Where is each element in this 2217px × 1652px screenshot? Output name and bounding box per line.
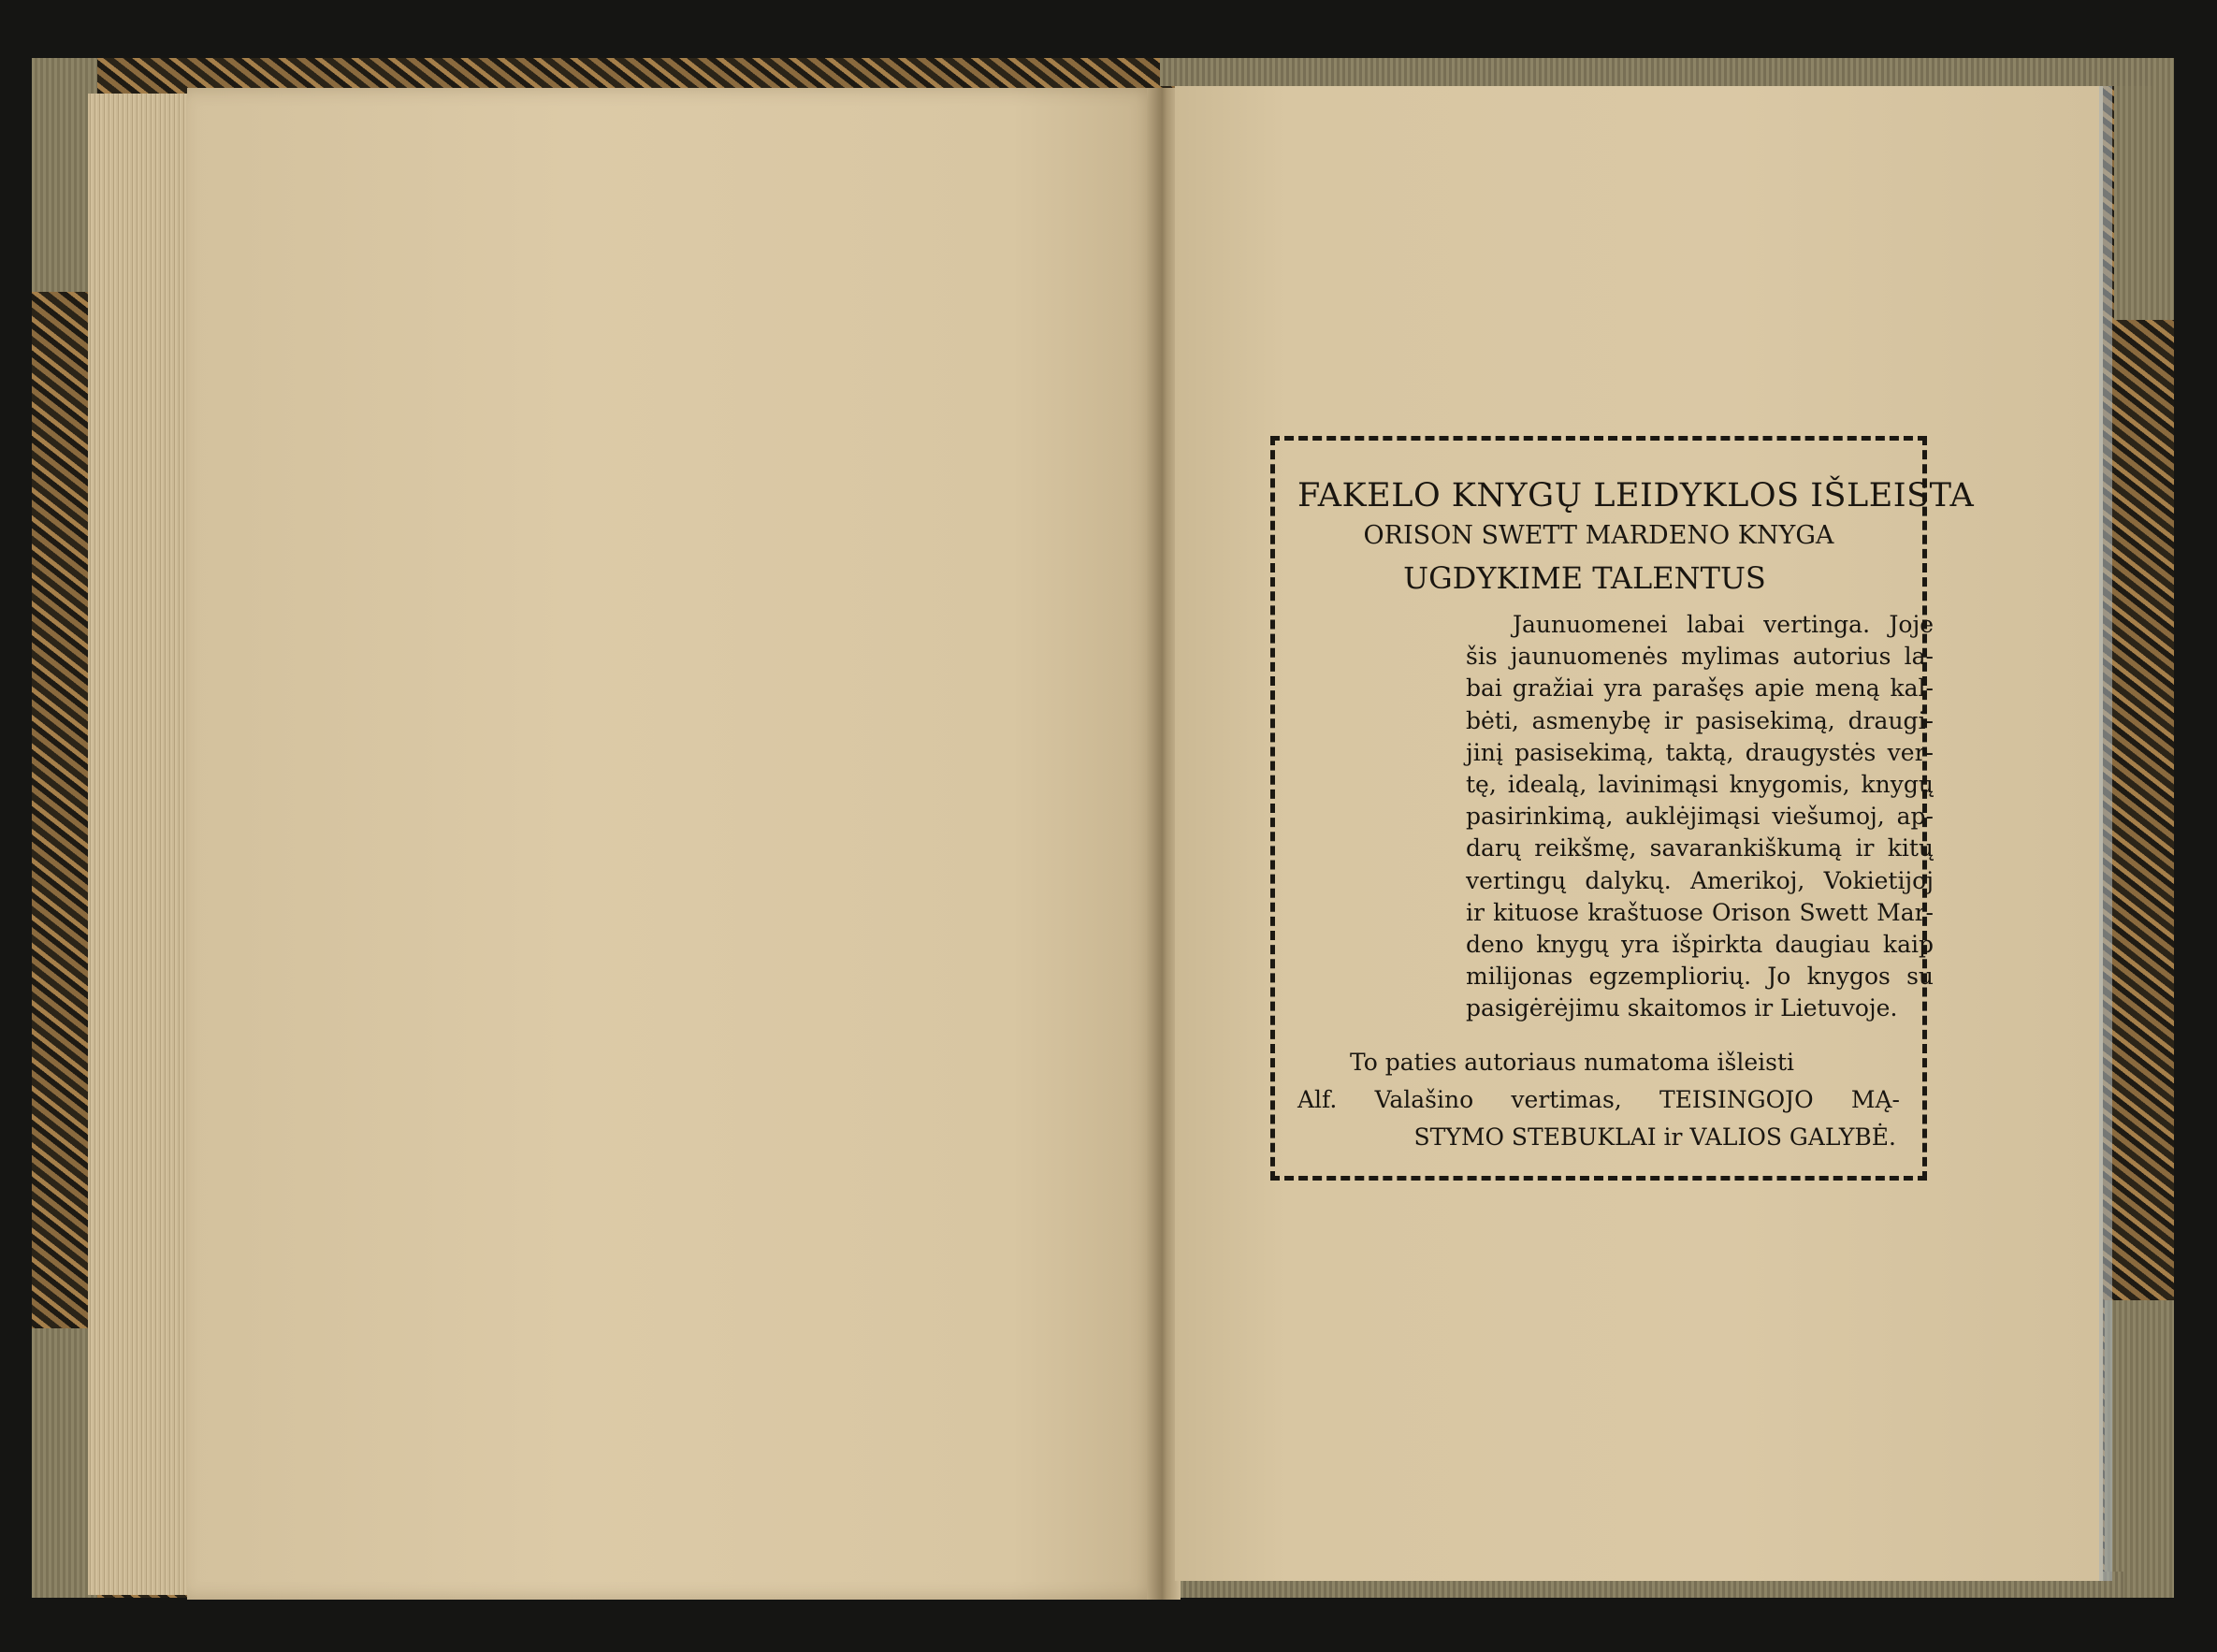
advertisement-box	[1270, 436, 1975, 1181]
description-line: pasirinkimą, auklėjimąsi viešumoj, ap-	[1466, 803, 1934, 831]
description-line: bai gražiai yra parašęs apie meną kal-	[1466, 674, 1934, 703]
description-line: ir kituose kraštuose Orison Swett Mar-	[1466, 898, 1934, 926]
description-line: tę, idealą, lavinimąsi knygomis, knygų	[1466, 771, 1934, 799]
description-line: darų reikšmę, savarankiškumą ir kitų	[1466, 834, 1934, 862]
description-line: vertingų dalykų. Amerikoj, Vokietijoj	[1466, 866, 1934, 894]
ad-subheading: ORISON SWETT MARDENO KNYGA	[1363, 521, 1834, 550]
translation-note	[1297, 1081, 1900, 1156]
translation-line: Alf. Valašino vertimas, TEISINGOJO MĄ-	[1297, 1085, 1900, 1113]
cover-corner-top-right	[2114, 58, 2174, 320]
page-block-edge	[88, 94, 193, 1595]
description-line: milijonas egzempliorių. Jo knygos su	[1466, 963, 1934, 991]
ad-book-title: UGDYKIME TALENTUS	[1403, 560, 1766, 596]
planned-note: To paties autoriaus numatoma išleisti	[1350, 1048, 1795, 1076]
description-line: deno knygų yra išpirkta daugiau kaip	[1466, 931, 1934, 959]
ad-description	[1466, 609, 1934, 1025]
ad-heading: FAKELO KNYGŲ LEIDYKLOS IŠLEISTA	[1297, 477, 1975, 514]
description-line: šis jaunuomenės mylimas autorius la-	[1466, 643, 1934, 671]
description-line: Jaunuomenei labai vertinga. Joje	[1513, 611, 1934, 638]
description-line: jinį pasisekimą, taktą, draugystės ver-	[1466, 738, 1934, 766]
translation-line: STYMO STEBUKLAI ir VALIOS GALYBĖ.	[1413, 1123, 1896, 1151]
spine-band-top	[1160, 58, 2152, 86]
cover-corner-bottom-right	[2105, 1300, 2174, 1598]
right-page-edge	[2099, 86, 2112, 1581]
description-line: bėti, asmenybę ir pasisekimą, draugi-	[1466, 706, 1934, 734]
description-line: pasigėrėjimu skaitomos ir Lietuvoje.	[1466, 994, 1898, 1022]
left-page-blank	[187, 88, 1156, 1600]
